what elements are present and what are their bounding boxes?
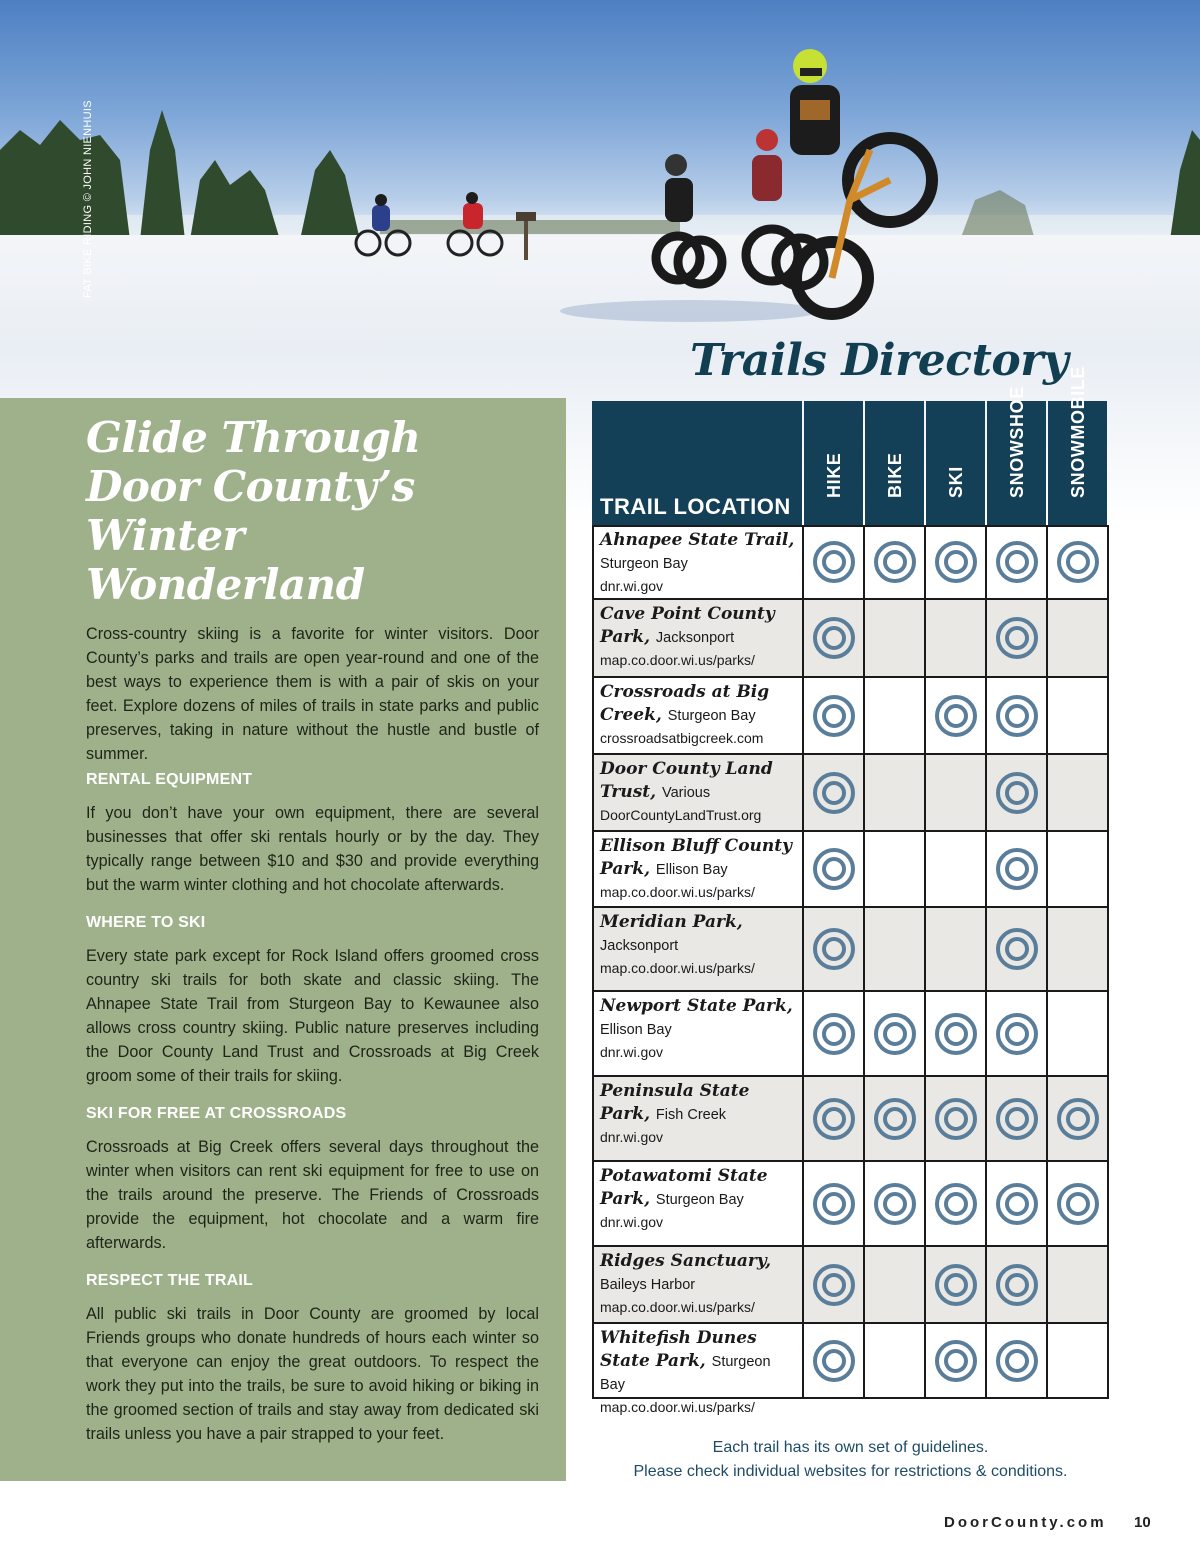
activity-cell-bike	[865, 907, 924, 991]
activity-cell-ski	[926, 677, 985, 754]
available-icon	[874, 1098, 916, 1140]
trail-town: Sturgeon Bay	[600, 556, 688, 572]
table-row	[592, 599, 1109, 677]
intro-paragraph: Cross-country skiing is a favorite for winter visitors. Door County’s parks and trails are open year-round and one of the best ways to experience them is with a pair of skis on your feet. Explore dozens of miles of trails in state parks and public preserves, taking in nature without the hustle and bustle of summer.	[86, 625, 539, 763]
activity-cell-snowmobile	[1048, 1161, 1107, 1246]
activity-cell-bike	[865, 677, 924, 754]
activity-cell-ski	[926, 525, 985, 599]
trail-website[interactable]: map.co.door.wi.us/parks/	[600, 884, 755, 900]
activity-cell-ski	[926, 991, 985, 1076]
trail-name: Whitefish Dunes State Park,	[600, 1328, 757, 1371]
available-icon	[996, 1098, 1038, 1140]
available-icon	[1057, 541, 1099, 583]
activity-cell-hike	[804, 1323, 863, 1398]
section-heading: RESPECT THE TRAIL	[86, 1272, 253, 1289]
available-icon	[1057, 1183, 1099, 1225]
activity-cell-ski	[926, 1323, 985, 1398]
trail-name-line	[600, 1080, 798, 1126]
panel-title-line: Glide Through	[86, 413, 421, 462]
activity-cell-snowshoe	[987, 831, 1046, 907]
section-text: All public ski trails in Door County are groomed by local Friends groups who donate hundreds of hours each winter so that everyone can enjoy the great outdoors. To respect the work they put into the trails, be sure to avoid hiking or biking in the groomed section of trails and stay away from dedicated ski trails unless you have a pair strapped to your feet.	[86, 1305, 539, 1443]
table-row	[592, 991, 1109, 1076]
available-icon	[935, 695, 977, 737]
activity-cell-ski	[926, 831, 985, 907]
activity-cell-ski	[926, 1246, 985, 1323]
activity-cell-snowshoe	[987, 599, 1046, 677]
activity-cell-snowshoe	[987, 1246, 1046, 1323]
grid-line	[592, 525, 594, 1398]
table-row	[592, 1161, 1109, 1246]
available-icon	[813, 695, 855, 737]
activity-cell-snowshoe	[987, 525, 1046, 599]
header-ski	[926, 401, 985, 525]
section-text: If you don’t have your own equipment, there are several businesses that offer ski rentals hourly or by the day. They typically range between $10 and $30 and provide everything but the warm winter clothing and hot chocolate afterwards.	[86, 804, 539, 894]
header-trail-location	[592, 401, 802, 525]
trail-website[interactable]: crossroadsatbigcreek.com	[600, 730, 764, 746]
page-number: 10	[1134, 1514, 1151, 1531]
activity-cell-ski	[926, 907, 985, 991]
panel-title-line: Door County’s	[86, 462, 415, 511]
grid-line	[592, 1322, 1109, 1324]
activity-cell-bike	[865, 525, 924, 599]
trail-location-cell	[592, 525, 802, 599]
trail-location-cell	[592, 599, 802, 677]
activity-cell-hike	[804, 1076, 863, 1161]
trail-name-line	[600, 681, 798, 727]
activity-cell-snowmobile	[1048, 1246, 1107, 1323]
available-icon	[996, 1183, 1038, 1225]
activity-cell-hike	[804, 599, 863, 677]
available-icon	[874, 1183, 916, 1225]
available-icon	[996, 617, 1038, 659]
trail-location-cell	[592, 1161, 802, 1246]
trail-name: Ellison Bluff County Park,	[600, 836, 793, 879]
activity-cell-snowshoe	[987, 1076, 1046, 1161]
trail-location	[600, 995, 798, 1063]
trail-location	[600, 758, 798, 826]
table-row	[592, 677, 1109, 754]
grid-line	[592, 906, 1109, 908]
table-header	[592, 366, 1109, 525]
trail-name: Door County Land Trust,	[600, 759, 773, 802]
available-icon	[935, 1013, 977, 1055]
photo-credit-text: FAT BIKE RIDING © JOHN NIENHUIS	[82, 100, 94, 298]
section-text: Every state park except for Rock Island offers groomed cross country ski trails for both skate and classic skiing. The Ahnapee State Trail from Sturgeon Bay to Kewaunee also allows cross country skiing. Public nature preserves including the Door County Land Trust and Crossroads at Big Creek groom some of their trails for skiing.	[86, 947, 539, 1085]
available-icon	[874, 541, 916, 583]
header-bike	[865, 401, 924, 525]
activity-cell-bike	[865, 831, 924, 907]
trail-location	[600, 681, 798, 749]
available-icon	[874, 1013, 916, 1055]
available-icon	[996, 848, 1038, 890]
trail-name: Potawatomi State Park,	[600, 1166, 768, 1209]
footer-website: DoorCounty.com	[944, 1514, 1107, 1531]
trail-location	[600, 1327, 798, 1418]
available-icon	[996, 1264, 1038, 1306]
trail-website[interactable]: dnr.wi.gov	[600, 1214, 664, 1230]
trail-website[interactable]: dnr.wi.gov	[600, 1129, 664, 1145]
grid-line	[592, 676, 1109, 678]
available-icon	[935, 1340, 977, 1382]
guidelines-note-line: Each trail has its own set of guidelines.	[712, 1439, 989, 1456]
table-row	[592, 907, 1109, 991]
trail-name-line	[600, 1165, 798, 1211]
trail-name: Cave Point County Park,	[600, 604, 775, 647]
trail-town: Jacksonport	[600, 938, 679, 954]
trail-name-line	[600, 1327, 798, 1396]
available-icon	[996, 1340, 1038, 1382]
trail-town: Jacksonport	[655, 630, 735, 646]
trail-town: Fish Creek	[655, 1107, 727, 1123]
panel-title	[86, 413, 546, 609]
trail-name-line	[600, 911, 798, 957]
trail-website[interactable]: dnr.wi.gov	[600, 1044, 664, 1060]
available-icon	[813, 772, 855, 814]
available-icon	[1057, 1098, 1099, 1140]
trail-location-cell	[592, 1246, 802, 1323]
activity-cell-snowmobile	[1048, 677, 1107, 754]
table-row	[592, 831, 1109, 907]
activity-cell-snowmobile	[1048, 831, 1107, 907]
grid-line	[1107, 525, 1109, 1398]
grid-line	[592, 830, 1109, 832]
activity-cell-bike	[865, 1246, 924, 1323]
activity-cell-snowshoe	[987, 1161, 1046, 1246]
available-icon	[813, 617, 855, 659]
activity-cell-bike	[865, 599, 924, 677]
available-icon	[996, 928, 1038, 970]
header-activity-label: BIKE	[884, 452, 905, 498]
trail-location-cell	[592, 907, 802, 991]
grid-line	[1046, 525, 1048, 1398]
grid-line	[863, 525, 865, 1398]
grid-line	[592, 1397, 1109, 1399]
section-text: Crossroads at Big Creek offers several days throughout the winter when visitors can rent ski equipment for free to use on the trails around the preserve. The Friends of Crossroads provide the equipment, hot chocolate and a warm fire afterwards.	[86, 1138, 539, 1252]
table-row	[592, 1323, 1109, 1415]
activity-cell-ski	[926, 1076, 985, 1161]
trail-website[interactable]: map.co.door.wi.us/parks/	[600, 1399, 755, 1415]
trail-location-cell	[592, 991, 802, 1076]
grid-line	[924, 525, 926, 1398]
header-snowmobile	[1048, 366, 1107, 525]
activity-cell-snowmobile	[1048, 525, 1107, 599]
grid-line	[802, 525, 804, 1398]
grid-line	[985, 525, 987, 1398]
trail-location	[600, 911, 798, 979]
available-icon	[813, 848, 855, 890]
activity-cell-snowshoe	[987, 677, 1046, 754]
trail-town: Various	[662, 785, 711, 801]
activity-cell-snowmobile	[1048, 1076, 1107, 1161]
activity-cell-hike	[804, 907, 863, 991]
trail-website[interactable]: map.co.door.wi.us/parks/	[600, 652, 755, 668]
section-heading: RENTAL EQUIPMENT	[86, 771, 253, 788]
guidelines-note-line: Please check individual websites for restrictions & conditions.	[633, 1463, 1068, 1480]
activity-cell-bike	[865, 991, 924, 1076]
available-icon	[935, 1264, 977, 1306]
trail-website[interactable]: map.co.door.wi.us/parks/	[600, 1299, 755, 1315]
activity-cell-ski	[926, 754, 985, 831]
activity-cell-snowshoe	[987, 754, 1046, 831]
header-activity-label: SNOWSHOE	[1006, 386, 1027, 498]
activity-cell-hike	[804, 831, 863, 907]
available-icon	[813, 1340, 855, 1382]
trail-location	[600, 835, 798, 903]
trail-website[interactable]: dnr.wi.gov	[600, 578, 664, 594]
trail-town: Ellison Bay	[655, 862, 728, 878]
header-activity-label: SNOWMOBILE	[1067, 366, 1088, 498]
activity-cell-snowshoe	[987, 991, 1046, 1076]
table-row	[592, 525, 1109, 599]
section-heading: WHERE TO SKI	[86, 914, 206, 931]
activity-cell-snowmobile	[1048, 1323, 1107, 1398]
activity-cell-snowshoe	[987, 907, 1046, 991]
available-icon	[935, 1098, 977, 1140]
trail-town: Sturgeon Bay	[667, 708, 756, 724]
activity-cell-hike	[804, 991, 863, 1076]
trail-name-line	[600, 603, 798, 649]
panel-title-line: Wonderland	[86, 560, 365, 609]
available-icon	[996, 772, 1038, 814]
trail-name-line	[600, 995, 798, 1041]
trail-name: Newport State Park,	[600, 996, 793, 1016]
trail-town: Ellison Bay	[600, 1022, 672, 1038]
trail-name: Ahnapee State Trail,	[600, 530, 795, 550]
activity-cell-hike	[804, 677, 863, 754]
activity-cell-snowshoe	[987, 1323, 1046, 1398]
trail-location-cell	[592, 831, 802, 907]
available-icon	[935, 541, 977, 583]
trail-name-line	[600, 1250, 798, 1296]
trail-location	[600, 529, 798, 597]
activity-cell-hike	[804, 754, 863, 831]
activity-cell-snowmobile	[1048, 599, 1107, 677]
trail-name-line	[600, 529, 798, 575]
activity-cell-hike	[804, 1246, 863, 1323]
grid-line	[592, 1160, 1109, 1162]
trail-location-cell	[592, 677, 802, 754]
trail-town: Baileys Harbor	[600, 1277, 696, 1293]
trail-location	[600, 1250, 798, 1318]
trail-name: Crossroads at Big Creek,	[600, 682, 770, 725]
available-icon	[996, 541, 1038, 583]
grid-line	[592, 1075, 1109, 1077]
trail-location	[600, 603, 798, 671]
grid-line	[592, 990, 1109, 992]
header-activity-label: HIKE	[823, 452, 844, 498]
activity-cell-ski	[926, 1161, 985, 1246]
activity-cell-bike	[865, 1323, 924, 1398]
available-icon	[996, 695, 1038, 737]
activity-cell-bike	[865, 1161, 924, 1246]
trail-website[interactable]: DoorCountyLandTrust.org	[600, 807, 762, 823]
available-icon	[813, 1098, 855, 1140]
trail-website[interactable]: map.co.door.wi.us/parks/	[600, 960, 755, 976]
header-trail-location-label: TRAIL LOCATION	[600, 494, 791, 519]
directory-title: Trails Directory	[690, 335, 1069, 386]
available-icon	[996, 1013, 1038, 1055]
trail-name: Meridian Park,	[600, 912, 743, 932]
trail-location	[600, 1080, 798, 1148]
available-icon	[813, 1183, 855, 1225]
photo-credit	[80, 100, 98, 300]
activity-cell-snowmobile	[1048, 991, 1107, 1076]
trail-name: Ridges Sanctuary,	[600, 1251, 772, 1271]
table-row	[592, 1246, 1109, 1323]
section-heading: SKI FOR FREE AT CROSSROADS	[86, 1105, 347, 1122]
trail-name-line	[600, 835, 798, 881]
activity-cell-bike	[865, 1076, 924, 1161]
available-icon	[813, 1013, 855, 1055]
trail-location-cell	[592, 1323, 802, 1415]
trail-town: Sturgeon Bay	[600, 1354, 771, 1393]
table-row	[592, 754, 1109, 831]
trail-town: Sturgeon Bay	[655, 1192, 744, 1208]
trail-location	[600, 1165, 798, 1233]
activity-cell-snowmobile	[1048, 907, 1107, 991]
activity-cell-bike	[865, 754, 924, 831]
trail-location-cell	[592, 754, 802, 831]
grid-line	[592, 525, 1109, 527]
header-snowshoe	[987, 386, 1046, 525]
activity-cell-hike	[804, 1161, 863, 1246]
trail-location-cell	[592, 1076, 802, 1161]
table-row	[592, 1076, 1109, 1161]
grid-line	[592, 753, 1109, 755]
trail-name-line	[600, 758, 798, 804]
activity-cell-snowmobile	[1048, 754, 1107, 831]
panel-title-line: Winter	[86, 511, 245, 560]
header-activity-label: SKI	[945, 466, 966, 498]
header-hike	[804, 401, 863, 525]
available-icon	[935, 1183, 977, 1225]
grid-line	[592, 598, 1109, 600]
available-icon	[813, 928, 855, 970]
activity-cell-hike	[804, 525, 863, 599]
available-icon	[813, 1264, 855, 1306]
trail-name: Peninsula State Park,	[600, 1081, 750, 1124]
available-icon	[813, 541, 855, 583]
activity-cell-ski	[926, 599, 985, 677]
grid-line	[592, 1245, 1109, 1247]
